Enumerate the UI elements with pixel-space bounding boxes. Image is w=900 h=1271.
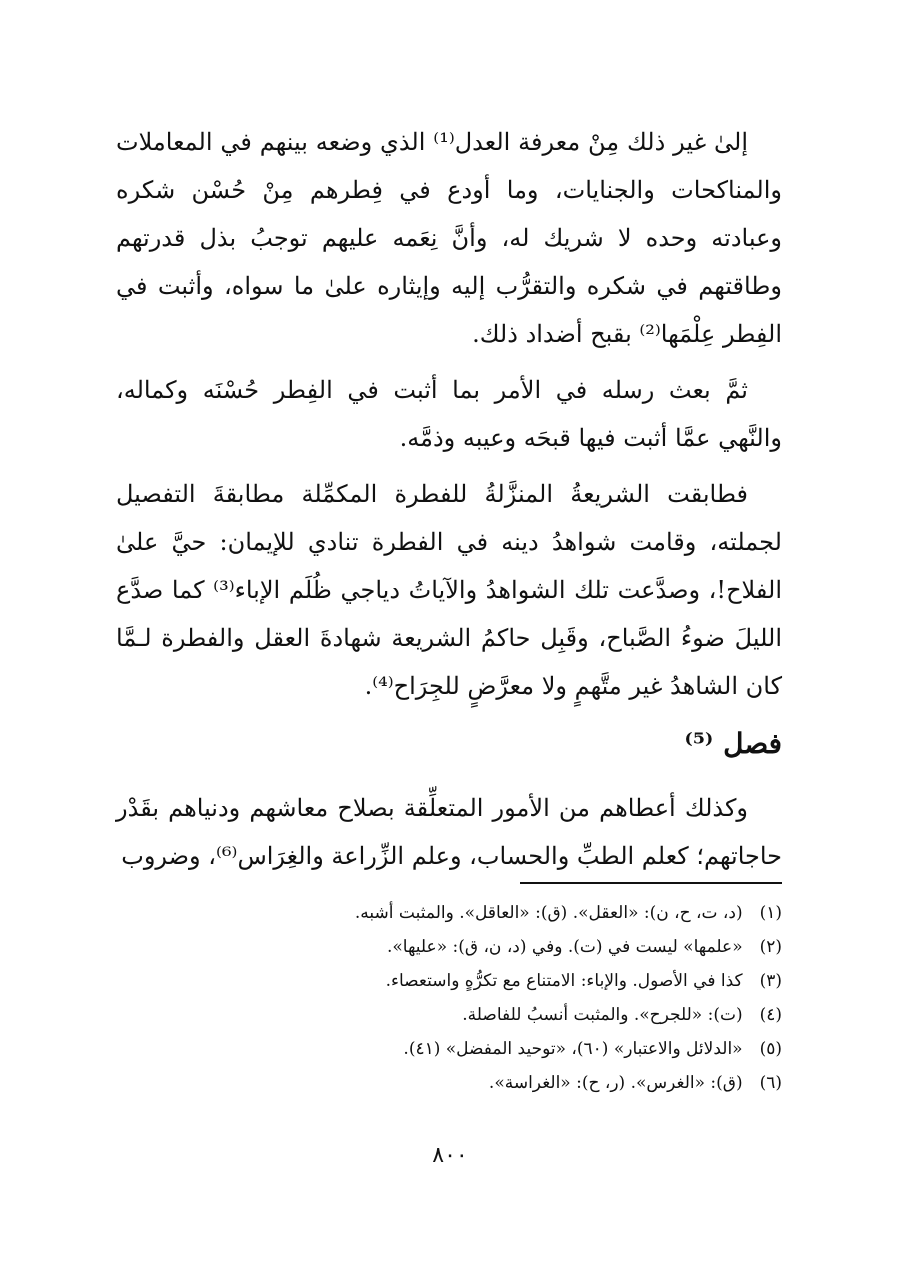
page-number: ٨٠٠ bbox=[432, 1143, 468, 1168]
footnote-number: (٤) bbox=[759, 1005, 782, 1025]
footnote-3 bbox=[116, 964, 782, 998]
footnote-text: «علمها» ليست في (ت). وفي (د، ن، ق): «عليها». bbox=[386, 937, 743, 957]
main-text-block bbox=[116, 118, 782, 888]
footnote-number: (١) bbox=[759, 903, 782, 923]
footnote-number: (٢) bbox=[759, 937, 782, 957]
footnote-divider bbox=[520, 882, 782, 884]
footnote-text: «الدلائل والاعتبار» (٦٠)، «توحيد المفضل» (٤١). bbox=[403, 1039, 743, 1059]
footnote-5 bbox=[116, 1032, 782, 1066]
footnote-number: (٦) bbox=[759, 1073, 782, 1093]
footnote-4 bbox=[116, 998, 782, 1032]
footnote-1 bbox=[116, 896, 782, 930]
footnote-2 bbox=[116, 930, 782, 964]
footnote-6 bbox=[116, 1066, 782, 1100]
paragraph-2: ثمَّ بعث رسله في الأمر بما أثبت في الفِطر حُسْنَه وكماله، والنَّهي عمَّا أثبت فيها قبحَه وعيبه وذمَّه. bbox=[116, 376, 782, 452]
footnote-number: (٣) bbox=[759, 971, 782, 991]
footnote-number: (٥) bbox=[759, 1039, 782, 1059]
paragraph-4: وكذلك أعطاهم من الأمور المتعلِّقة بصلاح معاشهم ودنياهم بقَدْر حاجاتهم؛ كعلم الطبِّ والحساب، وعلم الزِّراعة والغِرَاس⁽⁶⁾، وضروب bbox=[116, 794, 782, 870]
section-heading: فصل ⁽⁵⁾ bbox=[684, 727, 782, 760]
paragraph-1: إلىٰ غير ذلك مِنْ معرفة العدل⁽¹⁾ الذي وضعه بينهم في المعاملات والمناكحات والجنايات، وما أودع في فِطرهم مِنْ حُسْن شكره وعبادته وحده لا شريك له، وأنَّ نِعَمه عليهم توجبُ بذل قدرتهم وطاقتهم في شكره والتقرُّب إليه وإيثاره علىٰ ما سواه، وأثبت في الفِطر عِلْمَها⁽²⁾ بقبح أضداد ذلك. bbox=[116, 128, 782, 348]
footnote-text: (ق): «الغرس». (ر، ح): «الغراسة». bbox=[488, 1073, 743, 1093]
footnotes-list bbox=[116, 896, 782, 1100]
paragraph-3: فطابقت الشريعةُ المنزَّلةُ للفطرة المكمِّلة مطابقةَ التفصيل لجملته، وقامت شواهدُ دينه في الفطرة تنادي للإيمان: حيَّ علىٰ الفلاح!، وصدَّعت تلك الشواهدُ والآياتُ دياجي ظُلَم الإباء⁽³⁾ كما صدَّع الليلَ ضوءُ الصَّباح، وقَبِل حاكمُ الشريعة شهادةَ العقل والفطرة لـمَّا كان الشاهدُ غير متَّهمٍ ولا معرَّضٍ للجِرَاح⁽⁴⁾. bbox=[116, 480, 783, 700]
footnote-text: (د، ت، ح، ن): «العقل». (ق): «العاقل». والمثبت أشبه. bbox=[354, 903, 743, 923]
footnote-text: (ت): «للجرح». والمثبت أنسبُ للفاصلة. bbox=[462, 1005, 743, 1025]
footnote-text: كذا في الأصول. والإباء: الامتناع مع تكرُّهٍ واستعصاء. bbox=[385, 971, 743, 991]
